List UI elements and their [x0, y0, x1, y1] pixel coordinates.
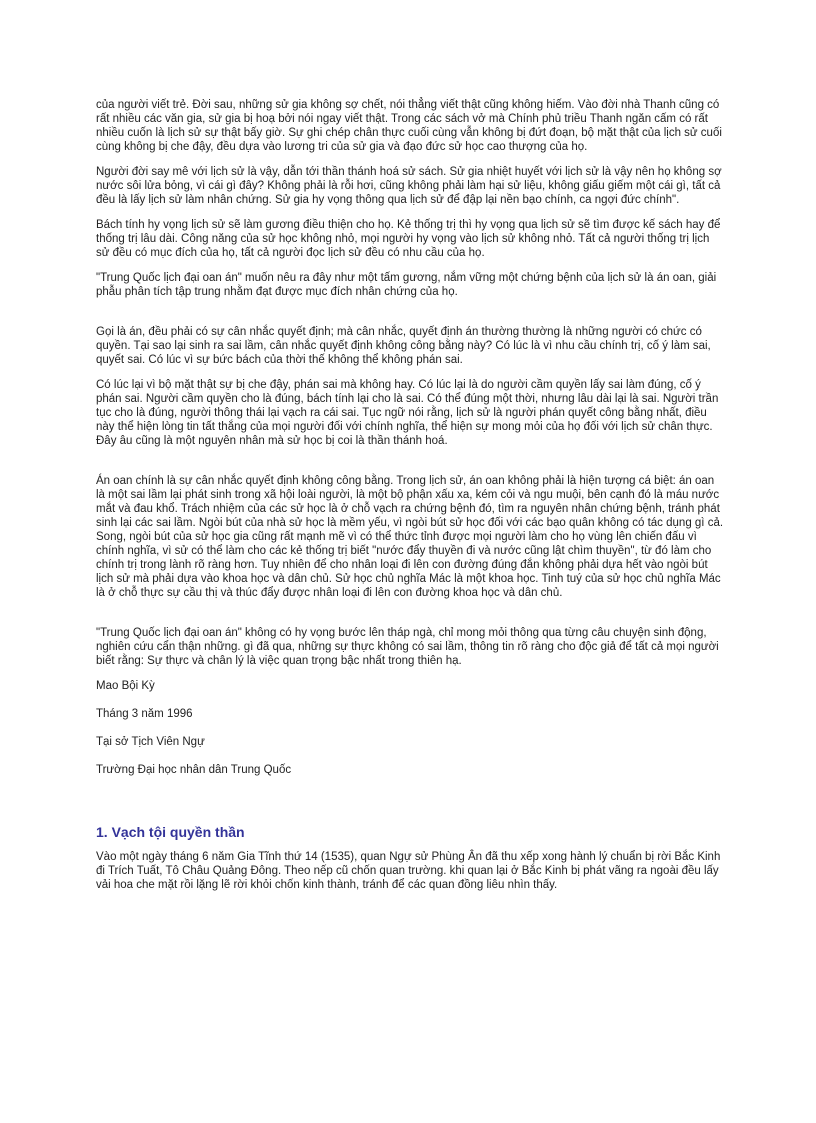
- section-paragraph: Vào một ngày tháng 6 năm Gia Tĩnh thứ 14 (1535), quan Ngự sử Phùng Ân đã thu xếp xong hành lý chuẩn bị rời Bắc Kinh đi Trích Tuất, Tô Châu Quảng Đông. Theo nếp cũ chốn quan trường. khi quan lại ở Bắc Kinh bị phát vãng ra ngoài đều lấy vải hoa che mặt rồi lặng lẽ rời khỏi chốn kinh thành, tránh để các quan đồng liêu nhìn thấy.: [96, 851, 721, 891]
- signature-institution: Trường Đại học nhân dân Trung Quốc: [96, 764, 292, 776]
- signature-author: Mao Bội Kỳ: [96, 680, 155, 692]
- spacer: [96, 459, 724, 474]
- paragraph-6: Có lúc lại vì bộ mặt thật sự bị che đậy, phán sai mà không hay. Có lúc lại là do người cầm quyền lấy sai làm đúng, cố ý phán sai. Người cầm quyền cho là đúng, bách tính lại cho là sai. Có thể đúng một thời, nhưng lâu dài lại là sai. Người trần tục cho là đúng, người thông thái lại vạch ra cái sai. Tục ngữ nói rằng, lịch sử là người phán quyết công bằng nhất, điều này thể hiện lòng tin tất thắng của mọi người đối với chính nghĩa, thể hiện sự mong mỏi của họ đối với lịch sử chân thực. Đây âu cũng là một nguyên nhân mà sử học bị coi là thần thánh hoá.: [96, 379, 719, 447]
- paragraph-1: của người viết trẻ. Đời sau, những sử gia không sợ chết, nói thẳng viết thật cũng không hiếm. Vào đời nhà Thanh cũng có rất nhiều các văn gia, sử gia bị hoạ bởi nói ngay viết thật. Trong các sách vở mà Chính phủ triều Thanh ngăn cấm có rất nhiều cuốn là lịch sử sự thật bấy giờ. Sự ghi chép chân thực cuối cùng vẫn không bị đứt đoạn, bộ mặt thật của lịch sử cuối cùng không bị che đậy, đều dựa vào lương tri của sử gia và đạo đức sử học cao thượng của họ.: [96, 99, 722, 153]
- spacer: [96, 310, 724, 325]
- paragraph-5: Gọi là án, đều phải có sự cân nhắc quyết định; mà cân nhắc, quyết định án thường thường là những người có chức có quyền. Tại sao lại sinh ra sai lầm, cân nhắc quyết định không công bằng này? Có lúc là vì nhu cầu chính trị, cố ý làm sai, quyết sai. Có lúc vì sự bức bách của thời thế không thể không phán sai.: [96, 326, 711, 366]
- paragraph-7: Án oan chính là sự cân nhắc quyết định không công bằng. Trong lịch sử, án oan không phải là hiện tượng cá biệt: án oan là một sai lầm lại phát sinh trong xã hội loài người, là một bộ phận xấu xa, kém cỏi và ngu muội, bên cạnh đó là máu nước mắt và đau khổ. Trách nhiệm của các sử học là ở chỗ vạch ra chứng bệnh đó, tìm ra nguyên nhân chứng bệnh, tránh phát sinh lại các sai lầm. Ngòi bút của nhà sử học là mềm yếu, vì ngòi bút sử học đối với các bạo quân không có tác dụng gì cả. Song, ngòi bút của sử học gia cũng rất mạnh mẽ vì có thể thức tỉnh được mọi người làm cho họ vùng lên chiến đấu vì chính nghĩa, vì sử có thể làm cho các kẻ thống trị biết "nước đẩy thuyền đi và nước cũng lật chìm thuyền", từ đó làm cho chính trị trong lành rõ ràng hơn. Tuy nhiên để cho nhân loại đi lên con đường đúng đắn không phải dựa hết vào ngòi bút lịch sử mà phải dựa vào khoa học và dân chủ. Sử học chủ nghĩa Mác là một khoa học. Tinh tuý của sử học chủ nghĩa Mác là ở chỗ thực sự cầu thị và thúc đẩy được nhân loại đi lên con đường khoa học và dân chủ.: [96, 475, 724, 599]
- paragraph-4: "Trung Quốc lịch đại oan án" muốn nêu ra đây như một tấm gương, nắm vững một chứng bệnh của lịch sử là án oan, giải phẫu phân tích tập trung nhằm đạt được mục đích nhân chứng của họ.: [96, 272, 717, 298]
- paragraph-8: "Trung Quốc lịch đại oan án" không có hy vọng bước lên tháp ngà, chỉ mong mỏi thông qua từng câu chuyện sinh động, nghiên cứu cẩn thận những. gì đã qua, những sự thực không có sai lầm, thông tin rõ ràng cho độc giả để tất cả mọi người biết rằng: Sự thực và chân lý là việc quan trọng bậc nhất trong thiên hạ.: [96, 627, 719, 667]
- signature-date: Tháng 3 năm 1996: [96, 708, 193, 720]
- signature-place: Tại sở Tịch Viên Ngự: [96, 736, 205, 748]
- signature-block: [96, 679, 724, 777]
- spacer: [96, 611, 724, 626]
- paragraph-2: Người đời say mê với lịch sử là vậy, dẫn tới thần thánh hoá sử sách. Sử gia nhiệt huyết với lịch sử là vậy nên họ không sợ nước sôi lửa bỏng, vì cái gì đây? Không phải là rỗi hơi, cũng không phải làm hại sử liệu, không giấu giếm một cái gì, tất cả đều là lấy lịch sử làm nhân chứng. Sử gia hy vọng thông qua lịch sử để đập lại nền bạo chính, ca ngợi đức chính".: [96, 166, 722, 206]
- spacer: [96, 791, 724, 811]
- paragraph-3: Bách tính hy vọng lịch sử sẽ làm gương điều thiện cho họ. Kẻ thống trị thì hy vọng qua lịch sử sẽ tìm được kế sách hay để thống trị lâu dài. Công năng của sử học không nhỏ, mọi người hy vọng vào lịch sử không nhỏ. Tất cả người thống trị lịch sử đều có mục đích của họ, tất cả người đọc lịch sử đều có nhu cầu của họ.: [96, 219, 721, 259]
- document-page: [96, 98, 724, 903]
- section-heading: 1. Vạch tội quyền thần: [96, 824, 245, 840]
